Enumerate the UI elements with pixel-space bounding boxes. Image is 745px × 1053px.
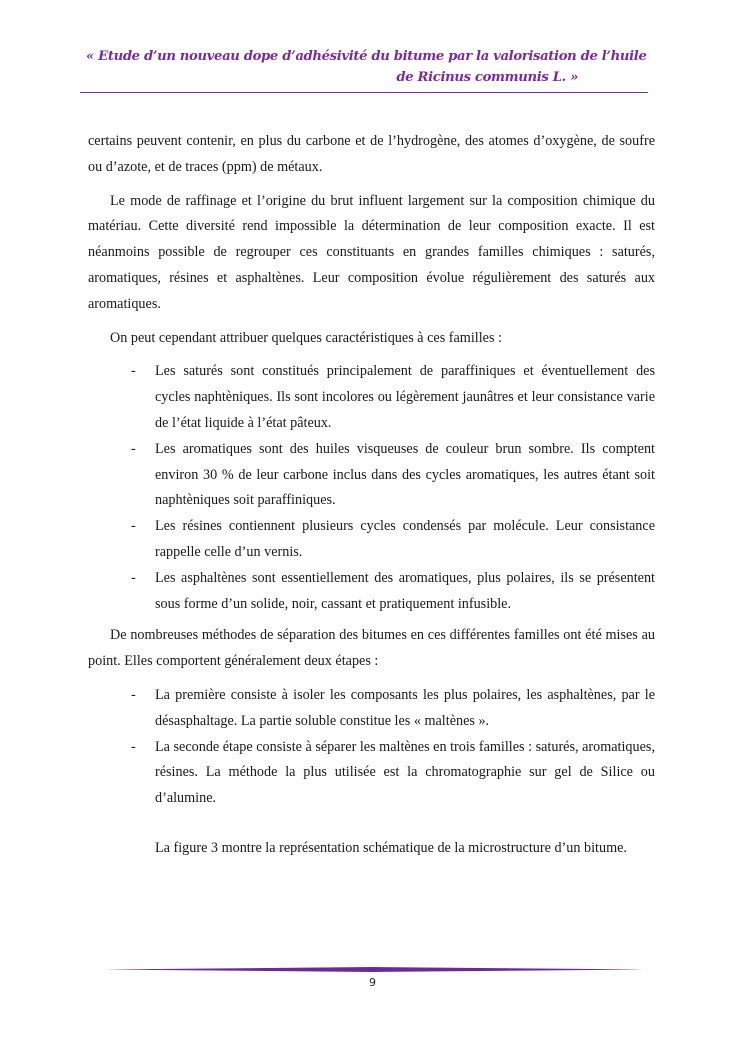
bullet-dash: - [131, 363, 136, 380]
page-number: 9 [369, 976, 376, 989]
bullet-dash: - [131, 569, 136, 586]
list-item [88, 514, 655, 566]
list-item-text: Les aromatiques sont des huiles visqueuses de couleur brun sombre. Ils comptent environ 30 % de leur carbone inclus dans des cycles aromatiques, les autres étant soit naphtèniques soit paraffiniques. [155, 440, 655, 509]
list-item [88, 735, 655, 812]
families-list [88, 359, 655, 617]
paragraph-continuation: certains peuvent contenir, en plus du carbone et de l’hydrogène, des atomes d’oxygène, de soufre ou d’azote, et de traces (ppm) de métaux. [88, 133, 655, 175]
steps-list [88, 683, 655, 812]
header-title-line2: de Ricinus communis L. » [396, 70, 578, 85]
running-header [82, 46, 648, 88]
list-item-text: La seconde étape consiste à séparer les maltènes en trois familles : saturés, aromatiques, résines. La méthode la plus utilisée est la chromatographie sur gel de Silice ou d’alumine. [155, 738, 655, 807]
list-item [88, 437, 655, 514]
list-item-text: Les résines contiennent plusieurs cycles condensés par molécule. Leur consistance rappelle celle d’un vernis. [155, 518, 655, 560]
header-divider [80, 92, 648, 93]
list-item-text: Les asphaltènes sont essentiellement des aromatiques, plus polaires, ils se présentent sous forme d’un solide, noir, cassant et pratiquement infusible. [155, 569, 655, 612]
body-text [88, 129, 655, 870]
bullet-dash: - [131, 440, 136, 457]
footer-divider-shape [104, 967, 644, 972]
paragraph-separation-methods: De nombreuses méthodes de séparation des bitumes en ces différentes familles ont été mises au point. Elles comportent généralement deux étapes : [88, 627, 655, 670]
list-item [88, 683, 655, 735]
list-item [88, 566, 655, 618]
list-item [88, 359, 655, 436]
paragraph-refining: Le mode de raffinage et l’origine du brut influent largement sur la composition chimique du matériau. Cette diversité rend impossible la détermination de leur composition exacte. Il est néanmoins possible de regrouper ces constituants en grandes familles chimiques : saturés, aromatiques, résines et asphaltènes. Leur composition évolue régulièrement des saturés aux aromatiques. [88, 192, 655, 312]
footer-divider [104, 967, 644, 972]
blank-line [88, 818, 655, 836]
paragraph-families-intro: On peut cependant attribuer quelques caractéristiques à ces familles : [110, 329, 502, 346]
bullet-dash: - [131, 686, 136, 703]
bullet-dash: - [131, 738, 136, 755]
bullet-dash: - [131, 518, 136, 535]
paragraph-figure-reference: La figure 3 montre la représentation schématique de la microstructure d’un bitume. [155, 839, 627, 856]
header-title-line1: « Etude d’un nouveau dope d’adhésivité du bitume par la valorisation de l’huile [86, 49, 647, 64]
list-item-text: La première consiste à isoler les composants les plus polaires, les asphaltènes, par le désasphaltage. La partie soluble constitue les « maltènes ». [155, 686, 655, 729]
list-item-text: Les saturés sont constitués principalement de paraffiniques et éventuellement des cycles naphtèniques. Ils sont incolores ou légèrement jaunâtres et leur consistance varie de l’état liquide à l’état pâteux. [155, 363, 655, 431]
